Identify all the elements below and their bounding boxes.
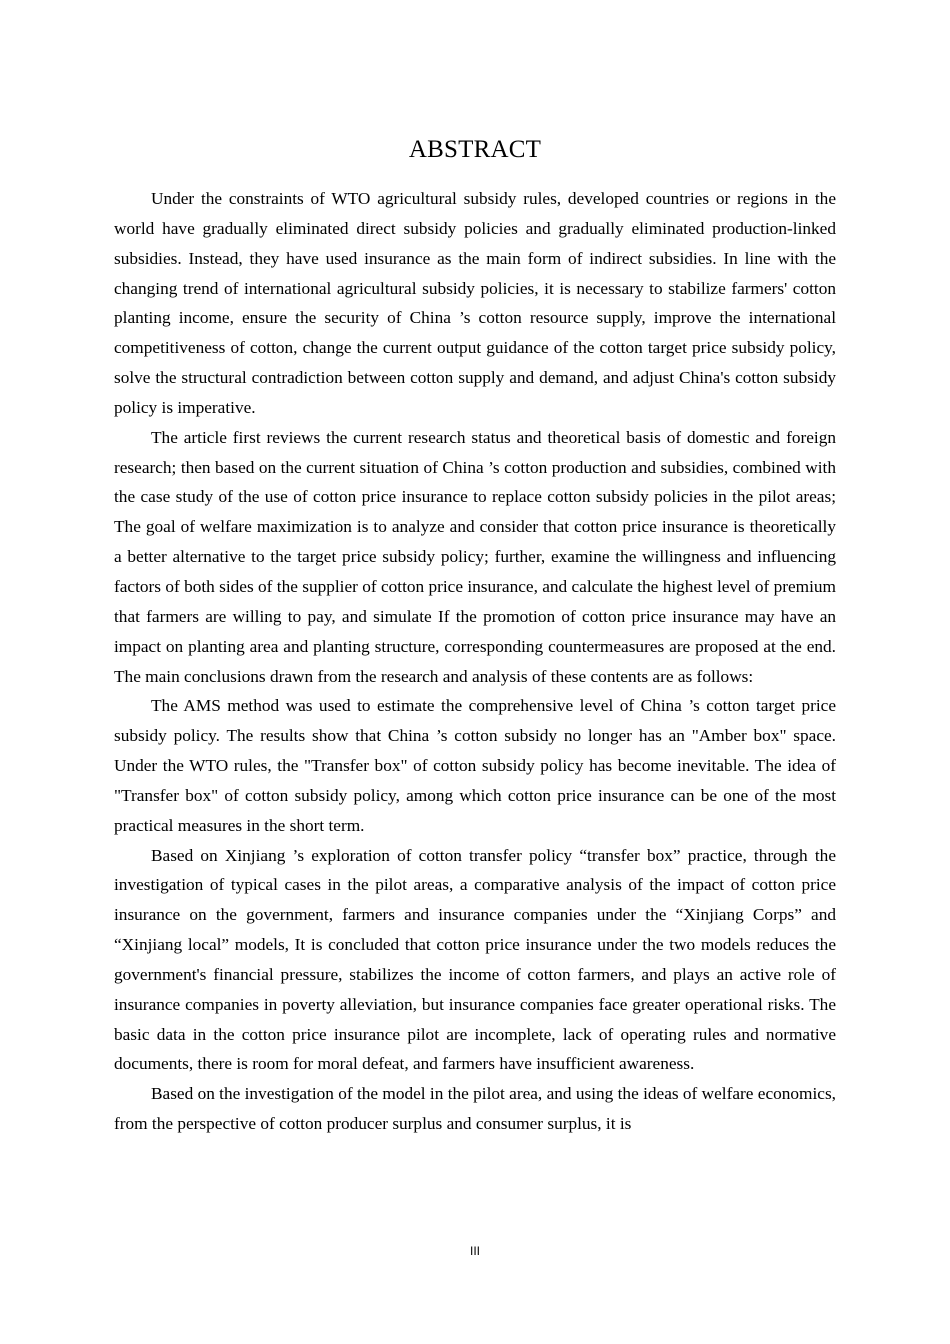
paragraph-3: The AMS method was used to estimate the comprehensive level of China ’s cotton target price subsidy policy. The results show that China ’s cotton subsidy no longer has an "Amber box" space. Under the WTO rules, the "Transfer box" of cotton subsidy policy has become inevitable. The idea of "Transfer box" of cotton subsidy policy, among which cotton price insurance can be one of the most practical measures in the short term. — [114, 696, 836, 835]
page-number: III — [469, 1244, 480, 1258]
abstract-body — [114, 184, 836, 1139]
page-title: ABSTRACT — [408, 136, 542, 163]
paragraph-1: Under the constraints of WTO agricultural subsidy rules, developed countries or regions in the world have gradually eliminated direct subsidy policies and gradually eliminated production-linked subsidies. Instead, they have used insurance as the main form of indirect subsidies. In line with the changing trend of international agricultural subsidy policies, it is necessary to stabilize farmers' cotton planting income, ensure the security of China ’s cotton resource supply, improve the international competitiveness of cotton, change the current output guidance of the cotton target price subsidy policy, solve the structural contradiction between cotton supply and demand, and adjust China's cotton subsidy policy is imperative. — [114, 189, 836, 417]
paragraph-4: Based on Xinjiang ’s exploration of cotton transfer policy “transfer box” practice, through the investigation of typical cases in the pilot areas, a comparative analysis of the impact of cotton price insurance on the government, farmers and insurance companies under the “Xinjiang Corps” and “Xinjiang local” models, It is concluded that cotton price insurance under the two models reduces the government's financial pressure, stabilizes the income of cotton farmers, and plays an active role of insurance companies in poverty alleviation, but insurance companies face greater operational risks. The basic data in the cotton price insurance pilot are incomplete, lack of operating rules and normative documents, there is room for moral defeat, and farmers have insufficient awareness. — [114, 845, 836, 1074]
paragraph-2: The article first reviews the current research status and theoretical basis of domestic and foreign research; then based on the current situation of China ’s cotton production and subsidies, combined with the case study of the use of cotton price insurance to replace cotton subsidy policies in the pilot areas; The goal of welfare maximization is to analyze and consider that cotton price insurance is theoretically a better alternative to the target price subsidy policy; further, examine the willingness and influencing factors of both sides of the supplier of cotton price insurance, and calculate the highest level of premium that farmers are willing to pay, and simulate If the promotion of cotton price insurance may have an impact on planting area and planting structure, corresponding countermeasures are proposed at the end. The main conclusions drawn from the research and analysis of these contents are as follows: — [114, 427, 836, 686]
paragraph-5: Based on the investigation of the model in the pilot area, and using the ideas of welfare economics, from the perspective of cotton producer surplus and consumer surplus, it is — [114, 1084, 836, 1134]
